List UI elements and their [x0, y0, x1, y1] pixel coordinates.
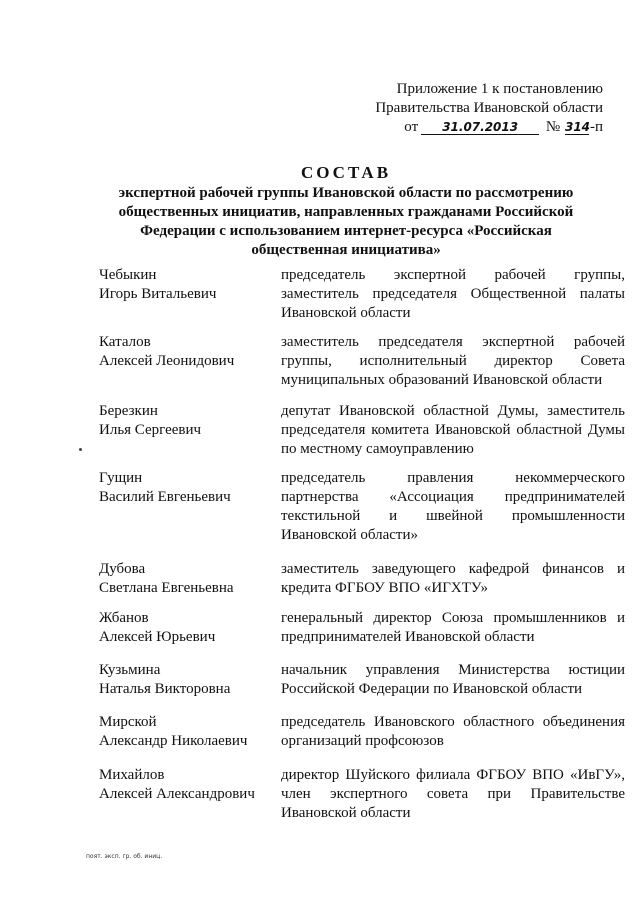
member-surname: Березкин: [99, 403, 158, 419]
member-surname: Гущин: [99, 470, 143, 486]
member-surname: Чебыкин: [99, 267, 157, 283]
document-title: СОСТАВ: [300, 163, 392, 182]
member-name: [99, 661, 274, 699]
handwritten-number: 314: [564, 120, 591, 134]
scan-speck: [79, 448, 82, 451]
member-given-names: Алексей Александрович: [99, 786, 255, 802]
member-given-names: Алексей Юрьевич: [99, 629, 216, 645]
member-given-names: Наталья Викторовна: [99, 681, 231, 697]
member-surname: Дубова: [99, 561, 146, 577]
document-subtitle: экспертной рабочей группы Ивановской области по рассмотрению общественных инициатив, направленных гражданами Российской Федерации с использованием интернет-ресурса «Российская общественная инициатива»: [118, 185, 574, 258]
member-given-names: Игорь Витальевич: [99, 286, 217, 302]
handwritten-date: 31.07.2013: [421, 120, 539, 135]
member-given-names: Светлана Евгеньевна: [99, 580, 234, 596]
member-name: [99, 333, 274, 371]
member-given-names: Александр Николаевич: [99, 733, 248, 749]
appendix-line-1: Приложение 1 к постановлению: [396, 81, 603, 97]
member-role: председатель правления некоммерческого партнерства «Ассоциация предпринимателей текстильной и швейной промышленности Ивановской области»: [281, 470, 625, 543]
member-name: [99, 266, 274, 304]
appendix-header: [340, 80, 603, 137]
member-surname: Кузьмина: [99, 662, 161, 678]
member-role: депутат Ивановской областной Думы, заместитель председателя комитета Ивановской областной Думы по местному самоуправлению: [281, 403, 625, 457]
member-role: начальник управления Министерства юстиции Российской Федерации по Ивановской области: [281, 662, 625, 697]
member-surname: Михайлов: [99, 767, 165, 783]
footer-note: поят. эксп. гр. об. иниц.: [86, 853, 163, 860]
appendix-line-3: [340, 118, 603, 137]
number-suffix: -п: [589, 119, 603, 135]
number-label: №: [545, 119, 561, 135]
member-surname: Жбанов: [99, 610, 149, 626]
member-given-names: Василий Евгеньевич: [99, 489, 231, 505]
member-name: [99, 766, 274, 804]
member-role: председатель экспертной рабочей группы, заместитель председателя Общественной палаты Ивановской области: [281, 267, 625, 321]
member-name: [99, 402, 274, 440]
member-surname: Мирской: [99, 714, 157, 730]
member-name: [99, 469, 274, 507]
member-surname: Каталов: [99, 334, 151, 350]
appendix-line-2: Правительства Ивановской области: [375, 100, 603, 116]
member-role: генеральный директор Союза промышленников и предпринимателей Ивановской области: [281, 610, 625, 645]
member-name: [99, 609, 274, 647]
member-role: заместитель заведующего кафедрой финансов и кредита ФГБОУ ВПО «ИГХТУ»: [281, 561, 625, 596]
member-name: [99, 560, 274, 598]
member-role: директор Шуйского филиала ФГБОУ ВПО «ИвГУ», член экспертного совета при Правительстве Ивановской области: [281, 767, 625, 821]
member-role: заместитель председателя экспертной рабочей группы, исполнительный директор Совета муниципальных образований Ивановской области: [281, 334, 625, 388]
from-prefix: от: [404, 119, 419, 135]
member-given-names: Алексей Леонидович: [99, 353, 235, 369]
member-name: [99, 713, 274, 751]
member-role: председатель Ивановского областного объединения организаций профсоюзов: [281, 714, 625, 749]
member-given-names: Илья Сергеевич: [99, 422, 202, 438]
